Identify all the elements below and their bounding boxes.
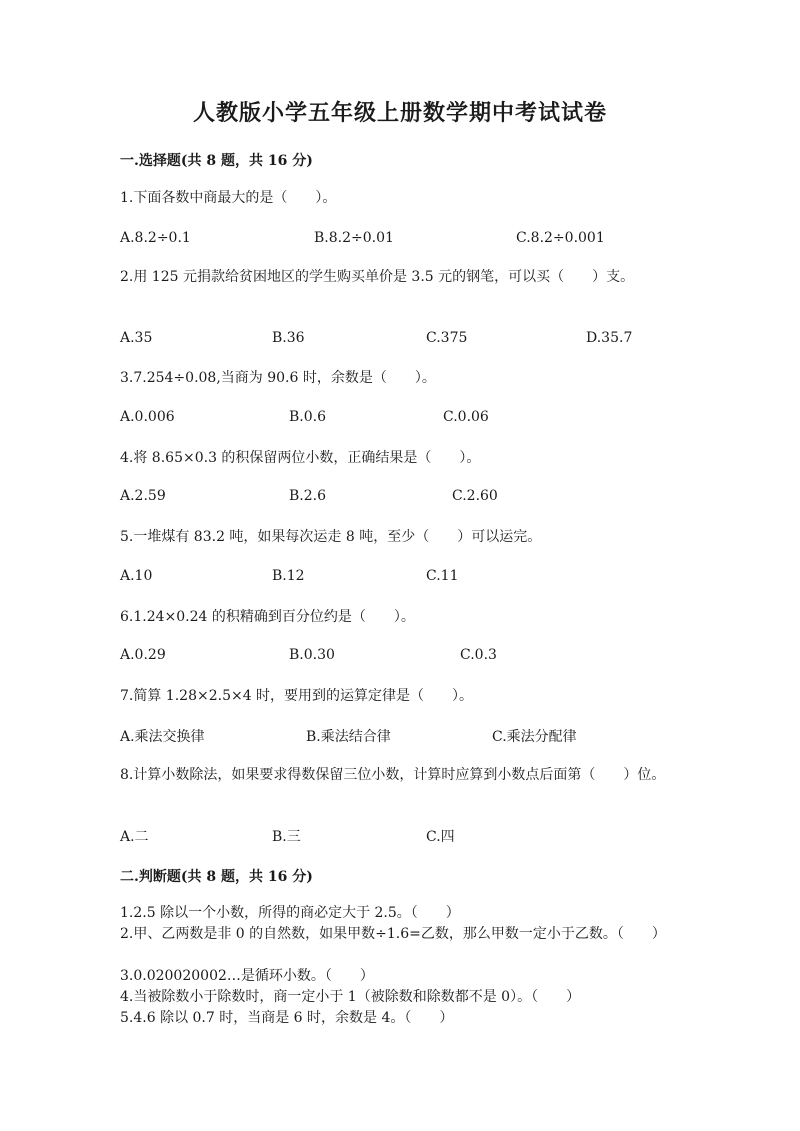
- judgment-item: 1.2.5 除以一个小数，所得的商必定大于 2.5。（ ）: [120, 905, 460, 921]
- option-a: A.35: [120, 330, 153, 346]
- option-b: B.12: [272, 568, 305, 584]
- option-a: A.二: [120, 829, 149, 845]
- option-a: A.0.006: [120, 409, 175, 425]
- option-c: C.375: [426, 330, 468, 346]
- page-title: 人教版小学五年级上册数学期中考试试卷: [192, 100, 607, 126]
- question-text: 2.用 125 元捐款给贫困地区的学生购买单价是 3.5 元的钢笔，可以买（ ）支。: [120, 269, 635, 285]
- section-heading-multiple-choice: 一.选择题(共 8 题，共 16 分): [120, 153, 313, 169]
- question-text: 5.一堆煤有 83.2 吨，如果每次运走 8 吨，至少（ ）可以运完。: [120, 529, 542, 545]
- option-c: C.0.06: [443, 409, 489, 425]
- option-b: B.8.2÷0.01: [314, 230, 394, 246]
- judgment-item: 3.0.020020002…是循环小数。（ ）: [120, 968, 374, 984]
- option-c: C.8.2÷0.001: [516, 230, 605, 246]
- option-b: B.三: [272, 829, 301, 845]
- option-b: B.0.6: [289, 409, 327, 425]
- judgment-item: 2.甲、乙两数是非 0 的自然数，如果甲数÷1.6=乙数，那么甲数一定小于乙数。（ ）: [120, 926, 666, 942]
- option-d: D.35.7: [586, 330, 633, 346]
- question-text: 4.将 8.65×0.3 的积保留两位小数，正确结果是（ ）。: [120, 450, 481, 466]
- option-a: A.2.59: [120, 488, 166, 504]
- judgment-item: 5.4.6 除以 0.7 时，当商是 6 时，余数是 4。（ ）: [120, 1010, 454, 1026]
- option-c: C.0.3: [460, 647, 497, 663]
- question-text: 7.简算 1.28×2.5×4 时，要用到的运算定律是（ ）。: [120, 688, 474, 704]
- section-heading-true-false: 二.判断题(共 8 题，共 16 分): [120, 869, 313, 885]
- option-b: B.36: [272, 330, 305, 346]
- option-a: A.乘法交换律: [120, 729, 205, 745]
- option-c: C.2.60: [452, 488, 498, 504]
- option-c: C.四: [426, 829, 455, 845]
- question-text: 8.计算小数除法，如果要求得数保留三位小数，计算时应算到小数点后面第（ ）位。: [120, 767, 666, 783]
- option-a: A.0.29: [120, 647, 166, 663]
- question-text: 3.7.254÷0.08,当商为 90.6 时，余数是（ ）。: [120, 370, 436, 386]
- question-text: 1.下面各数中商最大的是（ ）。: [120, 190, 337, 206]
- option-c: C.11: [426, 568, 459, 584]
- option-a: A.10: [120, 568, 153, 584]
- option-b: B.乘法结合律: [306, 729, 391, 745]
- judgment-item: 4.当被除数小于除数时，商一定小于 1（被除数和除数都不是 0）。（ ）: [120, 989, 581, 1005]
- question-text: 6.1.24×0.24 的积精确到百分位约是（ ）。: [120, 609, 415, 625]
- option-a: A.8.2÷0.1: [120, 230, 191, 246]
- option-b: B.0.30: [289, 647, 335, 663]
- option-c: C.乘法分配律: [492, 729, 577, 745]
- option-b: B.2.6: [289, 488, 327, 504]
